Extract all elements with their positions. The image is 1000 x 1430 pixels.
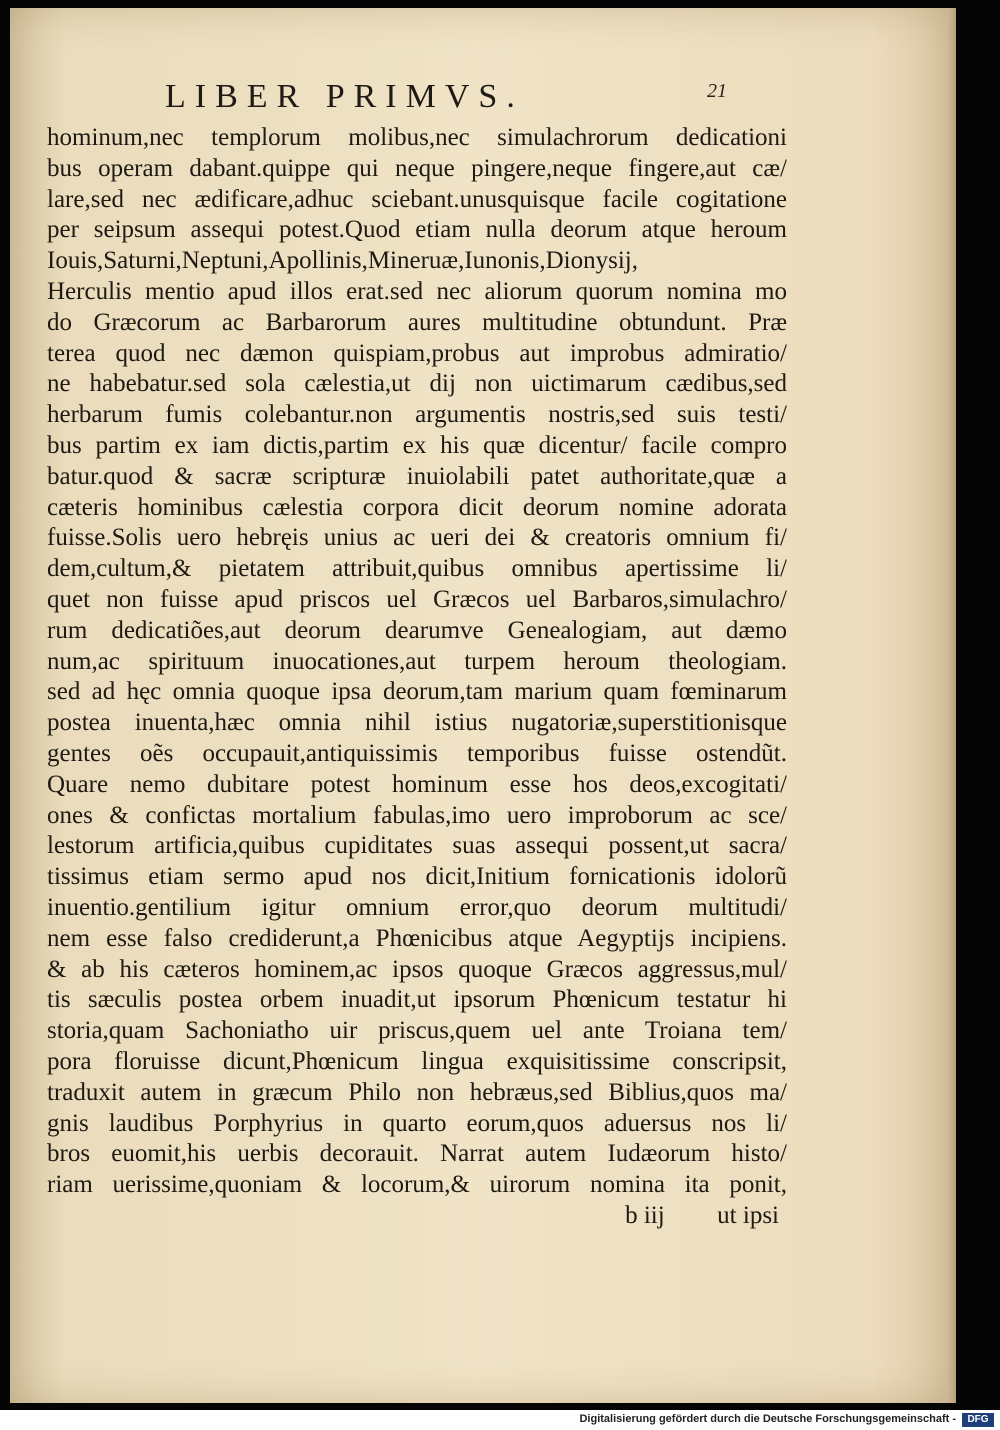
catchword: ut ipsi	[717, 1201, 779, 1229]
text-line: & ab his cæteros hominem,ac ipsos quoque Græcos aggressus,mul/	[47, 955, 787, 983]
text-line: riam uerissime,quoniam & locorum,& uirorum nomina ita ponit,	[47, 1171, 787, 1199]
text-line: batur.quod & sacræ scripturæ inuiolabili patet authoritate,quæ a	[47, 462, 787, 490]
text-line: herbarum fumis colebantur.non argumentis nostris,sed suis testi/	[47, 401, 787, 429]
text-line: pora floruisse dicunt,Phœnicum lingua exquisitissime conscripsit,	[47, 1047, 787, 1075]
text-line: bus partim ex iam dictis,partim ex his quæ dicentur/ facile compro	[47, 431, 787, 459]
book-page	[10, 8, 948, 1403]
text-line: do Græcorum ac Barbarorum aures multitudine obtundunt. Præ	[47, 308, 787, 336]
text-line: fuisse.Solis uero hebręis unius ac ueri dei & creatoris omnium fi/	[47, 524, 787, 552]
running-head: LIBER PRIMVS.	[165, 78, 524, 115]
text-line: bros euomit,his uerbis decorauit. Narrat autem Iudæorum histo/	[47, 1140, 787, 1168]
text-line: storia,quam Sachoniatho uir priscus,quem uel ante Troiana tem/	[47, 1017, 787, 1045]
text-line: ne habebatur.sed sola cælestia,ut dij non uictimarum cædibus,sed	[47, 370, 787, 398]
page-number: 21	[707, 80, 727, 102]
text-line: gentes oẽs occupauit,antiquissimis temporibus fuisse ostendũt.	[47, 739, 787, 767]
text-line: tissimus etiam sermo apud nos dicit,Initium fornicationis idolorũ	[47, 863, 787, 891]
text-line: ones & confictas mortalium fabulas,imo uero improborum ac sce/	[47, 801, 787, 829]
text-line: hominum,nec templorum molibus,nec simulachrorum dedicationi	[47, 124, 787, 151]
text-line: postea inuenta,hæc omnia nihil istius nugatoriæ,superstitionisque	[47, 709, 787, 737]
signature-mark: b iij	[625, 1201, 665, 1229]
text-line: Herculis mentio apud illos erat.sed nec aliorum quorum nomina mo	[47, 277, 787, 305]
text-line: Quare nemo dubitare potest hominum esse hos deos,excogitati/	[47, 770, 787, 798]
text-line: dem,cultum,& pietatem attribuit,quibus omnibus apertissime li/	[47, 555, 787, 583]
text-line: bus operam dabant.quippe qui neque pingere,neque fingere,aut cæ/	[47, 154, 787, 182]
text-line: quet non fuisse apud priscos uel Græcos uel Barbaros,simulachro/	[47, 585, 787, 613]
text-line: gnis laudibus Porphyrius in quarto eorum,quos aduersus nos li/	[47, 1109, 787, 1137]
text-line: cæteris hominibus cælestia corpora dicit deorum nomine adorata	[47, 493, 787, 521]
digitization-footer	[0, 1410, 1000, 1430]
funding-credit: Digitalisierung gefördert durch die Deutsche Forschungsgemeinschaft -	[579, 1413, 956, 1425]
text-line: lestorum artificia,quibus cupiditates suas assequi possent,ut sacra/	[47, 832, 787, 860]
dfg-logo-icon: DFG	[962, 1413, 994, 1427]
text-line: inuentio.gentilium igitur omnium error,quo deorum multitudi/	[47, 893, 787, 921]
text-line: terea quod nec dæmon quispiam,probus aut improbus admiratio/	[47, 339, 787, 367]
text-line: lare,sed nec ædificare,adhuc sciebant.unusquisque facile cogitatione	[47, 185, 787, 213]
text-line: nem esse falso crediderunt,a Phœnicibus atque Aegyptijs incipiens.	[47, 924, 787, 952]
page-edge	[948, 8, 956, 1403]
text-line: Iouis,Saturni,Neptuni,Apollinis,Mineruæ,Iunonis,Dionysij,	[47, 247, 638, 275]
text-line: rum dedicatiões,aut deorum dearumve Genealogiam, aut dæmo	[47, 616, 787, 644]
text-line: traduxit autem in græcum Philo non hebræus,sed Biblius,quos ma/	[47, 1078, 787, 1106]
text-block	[47, 123, 787, 1232]
text-line: sed ad hęc omnia quoque ipsa deorum,tam marium quam fœminarum	[47, 678, 787, 706]
text-line: per seipsum assequi potest.Quod etiam nulla deorum atque heroum	[47, 216, 787, 244]
text-line: num,ac spirituum inuocationes,aut turpem heroum theologiam.	[47, 647, 787, 675]
signature-catchword-line	[47, 1201, 787, 1232]
text-line: tis sæculis postea orbem inuadit,ut ipsorum Phœnicum testatur hi	[47, 986, 787, 1014]
